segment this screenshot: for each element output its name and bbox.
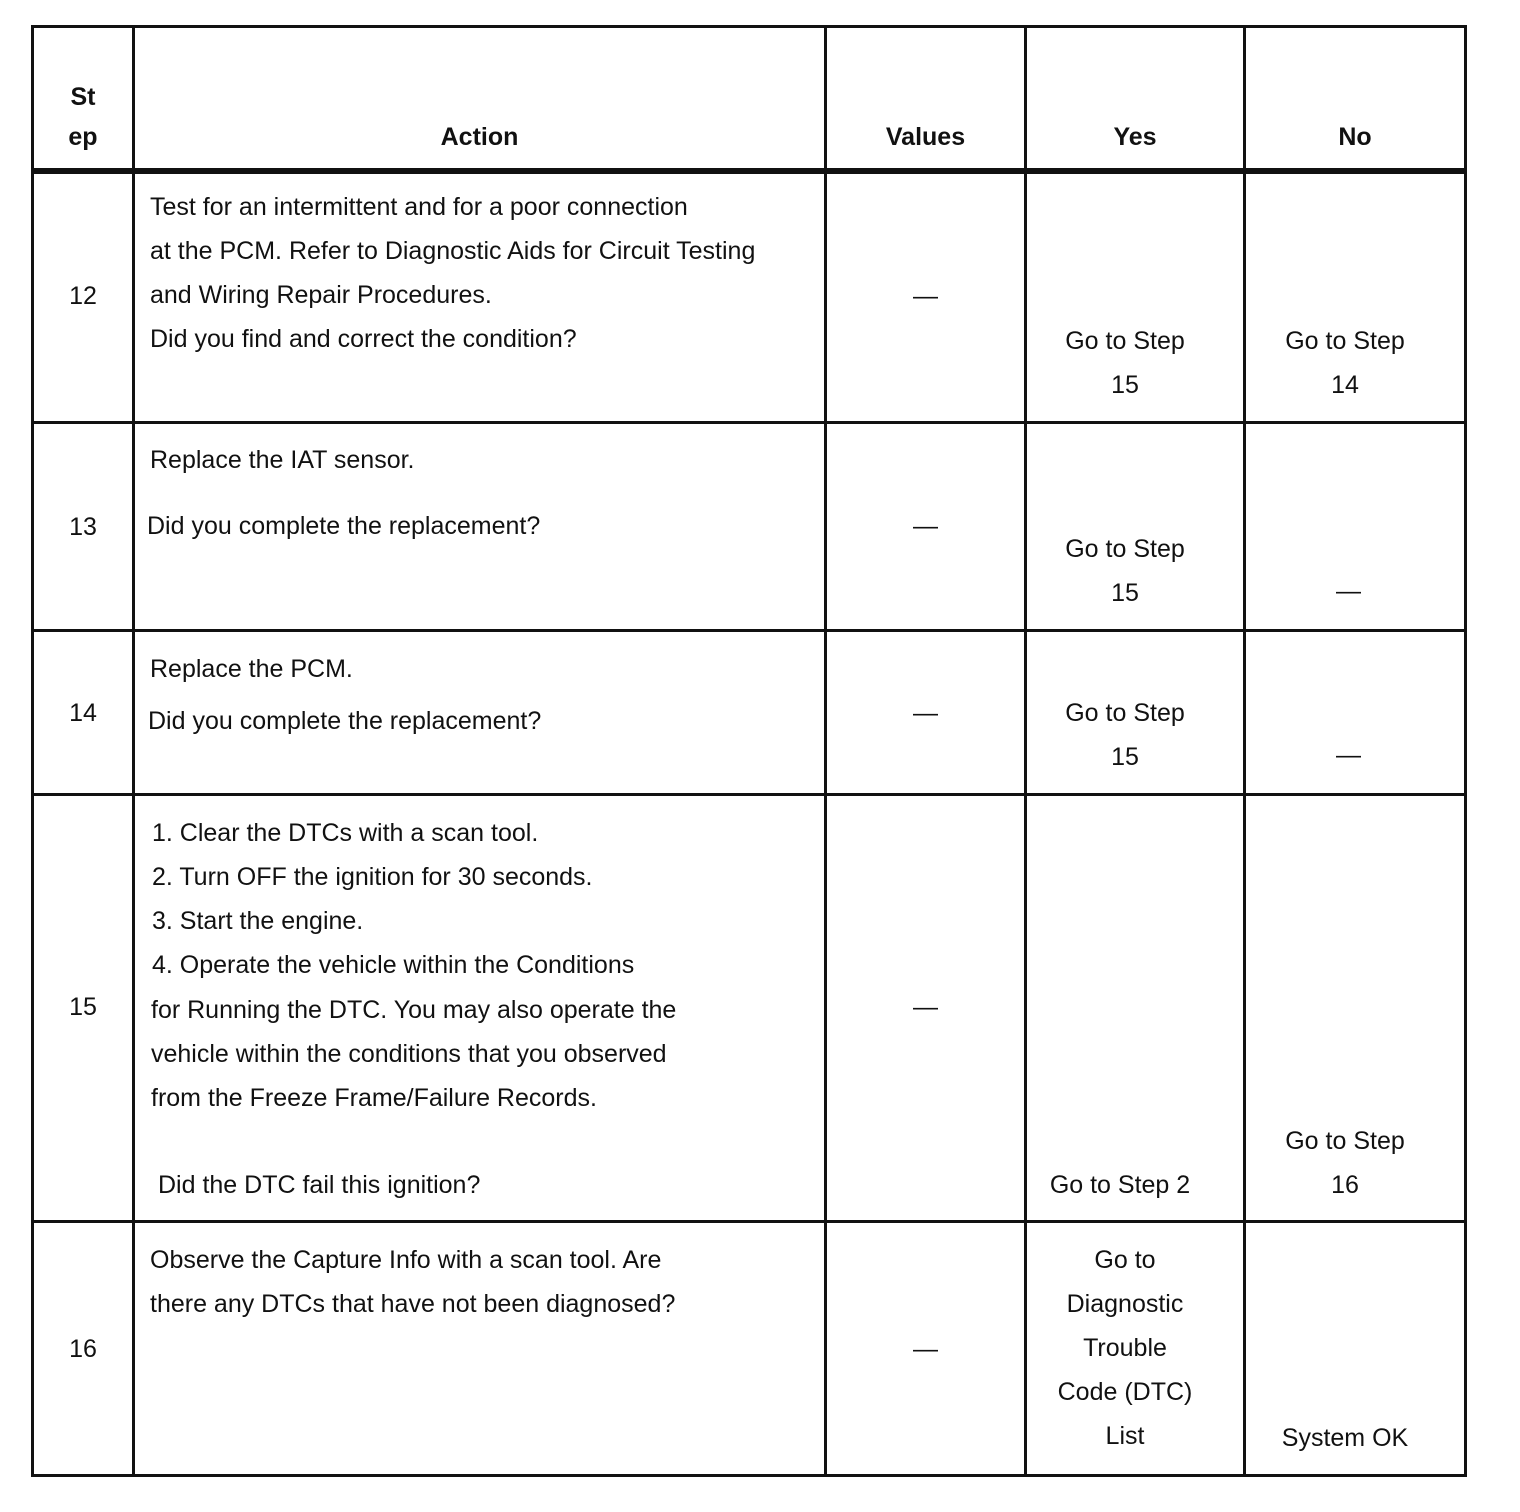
no-line: 16 [1331, 1171, 1359, 1199]
no-dash: — [1336, 741, 1361, 769]
action-text [150, 185, 755, 361]
action-question: Did the DTC fail this ignition? [158, 1171, 481, 1199]
diagnostic-table [31, 25, 1467, 1477]
header-values: Values [885, 123, 966, 151]
values-dash: — [913, 282, 938, 310]
row-divider [31, 421, 1467, 424]
action-line: Replace the PCM. [150, 655, 353, 683]
action-text [151, 988, 676, 1120]
action-text [150, 438, 415, 482]
action-line: Replace the IAT sensor. [150, 446, 415, 474]
action-line: at the PCM. Refer to Diagnostic Aids for Circuit Testing [150, 237, 756, 265]
action-line: Did you complete the replacement? [147, 512, 541, 540]
table-border-right [1464, 25, 1467, 1477]
yes-line: 15 [1111, 743, 1139, 771]
action-line: Observe the Capture Info with a scan tool. Are [150, 1246, 662, 1274]
yes-cell [1027, 527, 1223, 615]
action-line: 3. Start the engine. [152, 907, 364, 935]
action-text [150, 647, 353, 691]
yes-line: List [1105, 1422, 1145, 1450]
action-line: from the Freeze Frame/Failure Records. [151, 1084, 597, 1112]
column-divider [824, 25, 827, 1477]
header-divider [31, 168, 1467, 174]
step-number: 16 [69, 1335, 97, 1363]
yes-line: Trouble [1083, 1334, 1167, 1362]
values-dash: — [913, 1335, 938, 1363]
action-text [147, 504, 540, 548]
yes-line: Go to Step [1065, 535, 1185, 563]
values-dash: — [913, 993, 938, 1021]
yes-line: 15 [1111, 579, 1139, 607]
action-line: 2. Turn OFF the ignition for 30 seconds. [152, 863, 593, 891]
action-text [150, 1238, 675, 1326]
no-cell [1246, 319, 1444, 407]
action-line: there any DTCs that have not been diagnosed? [150, 1290, 676, 1318]
row-divider [31, 793, 1467, 796]
values-dash: — [913, 699, 938, 727]
yes-line: Go to Step [1065, 699, 1185, 727]
action-line: Did you find and correct the condition? [150, 325, 577, 353]
no-line: System OK [1281, 1424, 1409, 1452]
table-border-bottom [31, 1474, 1467, 1477]
action-line: and Wiring Repair Procedures. [150, 281, 492, 309]
action-line: for Running the DTC. You may also operate the [151, 996, 677, 1024]
yes-line: Go to Step [1065, 327, 1185, 355]
column-divider [132, 25, 135, 1477]
step-number: 14 [69, 699, 97, 727]
header-no: No [1338, 123, 1372, 151]
action-text [148, 699, 541, 743]
yes-line: Go to Step 2 [1049, 1171, 1191, 1199]
table-border-left [31, 25, 34, 1477]
step-number: 15 [69, 993, 97, 1021]
yes-cell [1027, 1163, 1213, 1207]
header-action: Action [440, 123, 519, 151]
table-border-top [31, 25, 1467, 28]
step-number: 12 [69, 282, 97, 310]
yes-line: 15 [1111, 371, 1139, 399]
values-dash: — [913, 512, 938, 540]
yes-cell [1027, 691, 1223, 779]
action-line: vehicle within the conditions that you observed [151, 1040, 667, 1068]
step-number: 13 [69, 513, 97, 541]
yes-line: Code (DTC) [1057, 1378, 1193, 1406]
action-line: Test for an intermittent and for a poor connection [150, 193, 688, 221]
row-divider [31, 1220, 1467, 1223]
action-line: Did you complete the replacement? [148, 707, 542, 735]
no-line: Go to Step [1285, 1127, 1405, 1155]
header-step: St ep [68, 83, 98, 151]
yes-line: Go to [1094, 1246, 1156, 1274]
row-divider [31, 629, 1467, 632]
action-line: 1. Clear the DTCs with a scan tool. [152, 819, 539, 847]
no-dash: — [1336, 577, 1361, 605]
yes-cell [1027, 319, 1223, 407]
no-cell [1246, 1416, 1444, 1460]
yes-cell [1027, 1238, 1223, 1458]
action-text [152, 811, 634, 987]
no-line: 14 [1331, 371, 1359, 399]
yes-line: Diagnostic [1066, 1290, 1184, 1318]
no-cell [1246, 1119, 1444, 1207]
header-yes: Yes [1113, 123, 1157, 151]
no-line: Go to Step [1285, 327, 1405, 355]
action-line: 4. Operate the vehicle within the Conditions [152, 951, 635, 979]
